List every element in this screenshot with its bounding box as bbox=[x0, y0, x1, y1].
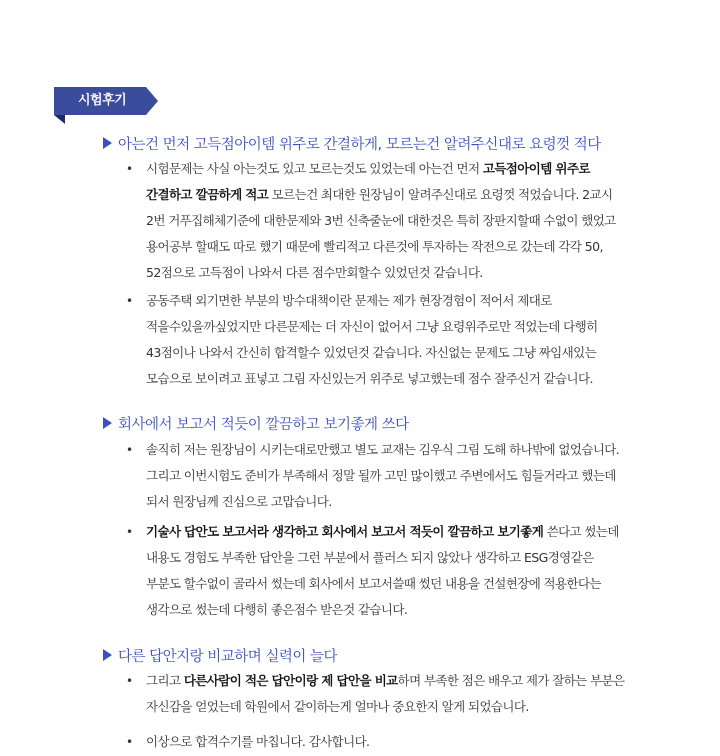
section-heading-text: 다른 답안지랑 비교하며 실력이 늘다 bbox=[118, 649, 338, 665]
bullet-dot-icon: • bbox=[126, 443, 133, 457]
triangle-bullet-icon bbox=[103, 649, 112, 661]
section-heading-text: 회사에서 보고서 적듯이 깔끔하고 보기좋게 쓰다 bbox=[118, 417, 409, 433]
text-line: 솔직히 저는 원장님이 시키는대로만했고 별도 교재는 김우식 그림 도해 하나밖에 없었습니다. bbox=[146, 442, 620, 457]
list-item bbox=[126, 156, 666, 286]
section-heading-3 bbox=[103, 645, 337, 666]
text-line: 52점으로 고득점이 나와서 다른 점수만회할수 있었던것 같습니다. bbox=[146, 265, 483, 280]
text-line: 자신감을 얻었는데 학원에서 같이하는게 얼마나 중요한지 알게 되었습니다. bbox=[146, 699, 529, 714]
text-line: 용어공부 할때도 따로 했기 때문에 빨리적고 다른것에 투자하는 작전으로 갔는데 각각 50, bbox=[146, 239, 603, 254]
bullet-dot-icon: • bbox=[126, 294, 133, 308]
text-line: 2번 거푸집해체기준에 대한문제와 3번 신축줄눈에 대한것은 특히 장판지할때 수없이 했었고 bbox=[146, 213, 616, 228]
bullet-dot-icon: • bbox=[126, 735, 133, 749]
list-item bbox=[126, 437, 666, 515]
list-item bbox=[126, 519, 666, 623]
text-line: 적을수있을까싶었지만 다른문제는 더 자신이 없어서 그냥 요령위주로만 적었는데 다행히 bbox=[146, 319, 598, 334]
text-line: 생각으로 썼는데 다행히 좋은점수 받은것 같습니다. bbox=[146, 602, 408, 617]
text-line: 기술사 답안도 보고서라 생각하고 회사에서 보고서 적듯이 깔끔하고 보기좋게 쓴다고 썼는데 bbox=[146, 524, 619, 539]
text-line: 시험문제는 사실 아는것도 있고 모르는것도 있었는데 아는건 먼저 고득점아이템 위주로 bbox=[146, 161, 590, 176]
badge-label: 시험후기 bbox=[78, 93, 127, 108]
text-line: 43점이나 나와서 간신히 합격할수 있었던것 같습니다. 자신없는 문제도 그냥 짜임새있는 bbox=[146, 345, 597, 360]
badge-fold-shape bbox=[54, 115, 65, 124]
text-line: 이상으로 합격수기를 마칩니다. 감사합니다. bbox=[146, 734, 370, 749]
bullet-dot-icon: • bbox=[126, 674, 133, 688]
list-item bbox=[126, 288, 666, 392]
bullet-dot-icon: • bbox=[126, 162, 133, 176]
badge-arrow-shape bbox=[146, 87, 158, 115]
text-line: 그리고 이번시험도 준비가 부족해서 정말 될까 고민 많이했고 주변에서도 힘들거라고 했는데 bbox=[146, 468, 616, 483]
text-line: 모습으로 보이려고 표넣고 그림 자신있는거 위주로 넣고했는데 점수 잘주신거 같습니다. bbox=[146, 371, 593, 386]
bullet-dot-icon: • bbox=[126, 525, 133, 539]
list-item bbox=[126, 668, 666, 720]
triangle-bullet-icon bbox=[103, 137, 112, 149]
section-heading-text: 아는건 먼저 고득점아이템 위주로 간결하게, 모르는건 알려주신대로 요령껏 적다 bbox=[118, 137, 601, 153]
text-line: 그리고 다른사람이 적은 답안이랑 제 답안을 비교하며 부족한 점은 배우고 제가 잘하는 부분은 bbox=[146, 673, 625, 688]
text-line: 공동주택 외기면한 부분의 방수대책이란 문제는 제가 현장경험이 적어서 제대로 bbox=[146, 293, 552, 308]
triangle-bullet-icon bbox=[103, 417, 112, 429]
section-heading-1 bbox=[103, 133, 601, 154]
text-line: 간결하고 깔끔하게 적고 모르는건 최대한 원장님이 알려주신대로 요령껏 적었습니다. 2교시 bbox=[146, 187, 613, 202]
text-line: 내용도 경험도 부족한 답안을 그런 부분에서 플러스 되지 않았나 생각하고 ESG경영같은 bbox=[146, 550, 594, 565]
text-line: 부분도 할수없이 골라서 썼는데 회사에서 보고서쓸때 썼던 내용을 건설현장에 적용한다는 bbox=[146, 576, 601, 591]
list-item bbox=[126, 729, 666, 755]
section-heading-2 bbox=[103, 413, 409, 434]
section-badge bbox=[54, 87, 158, 115]
text-line: 되서 원장님께 진심으로 고맙습니다. bbox=[146, 494, 332, 509]
